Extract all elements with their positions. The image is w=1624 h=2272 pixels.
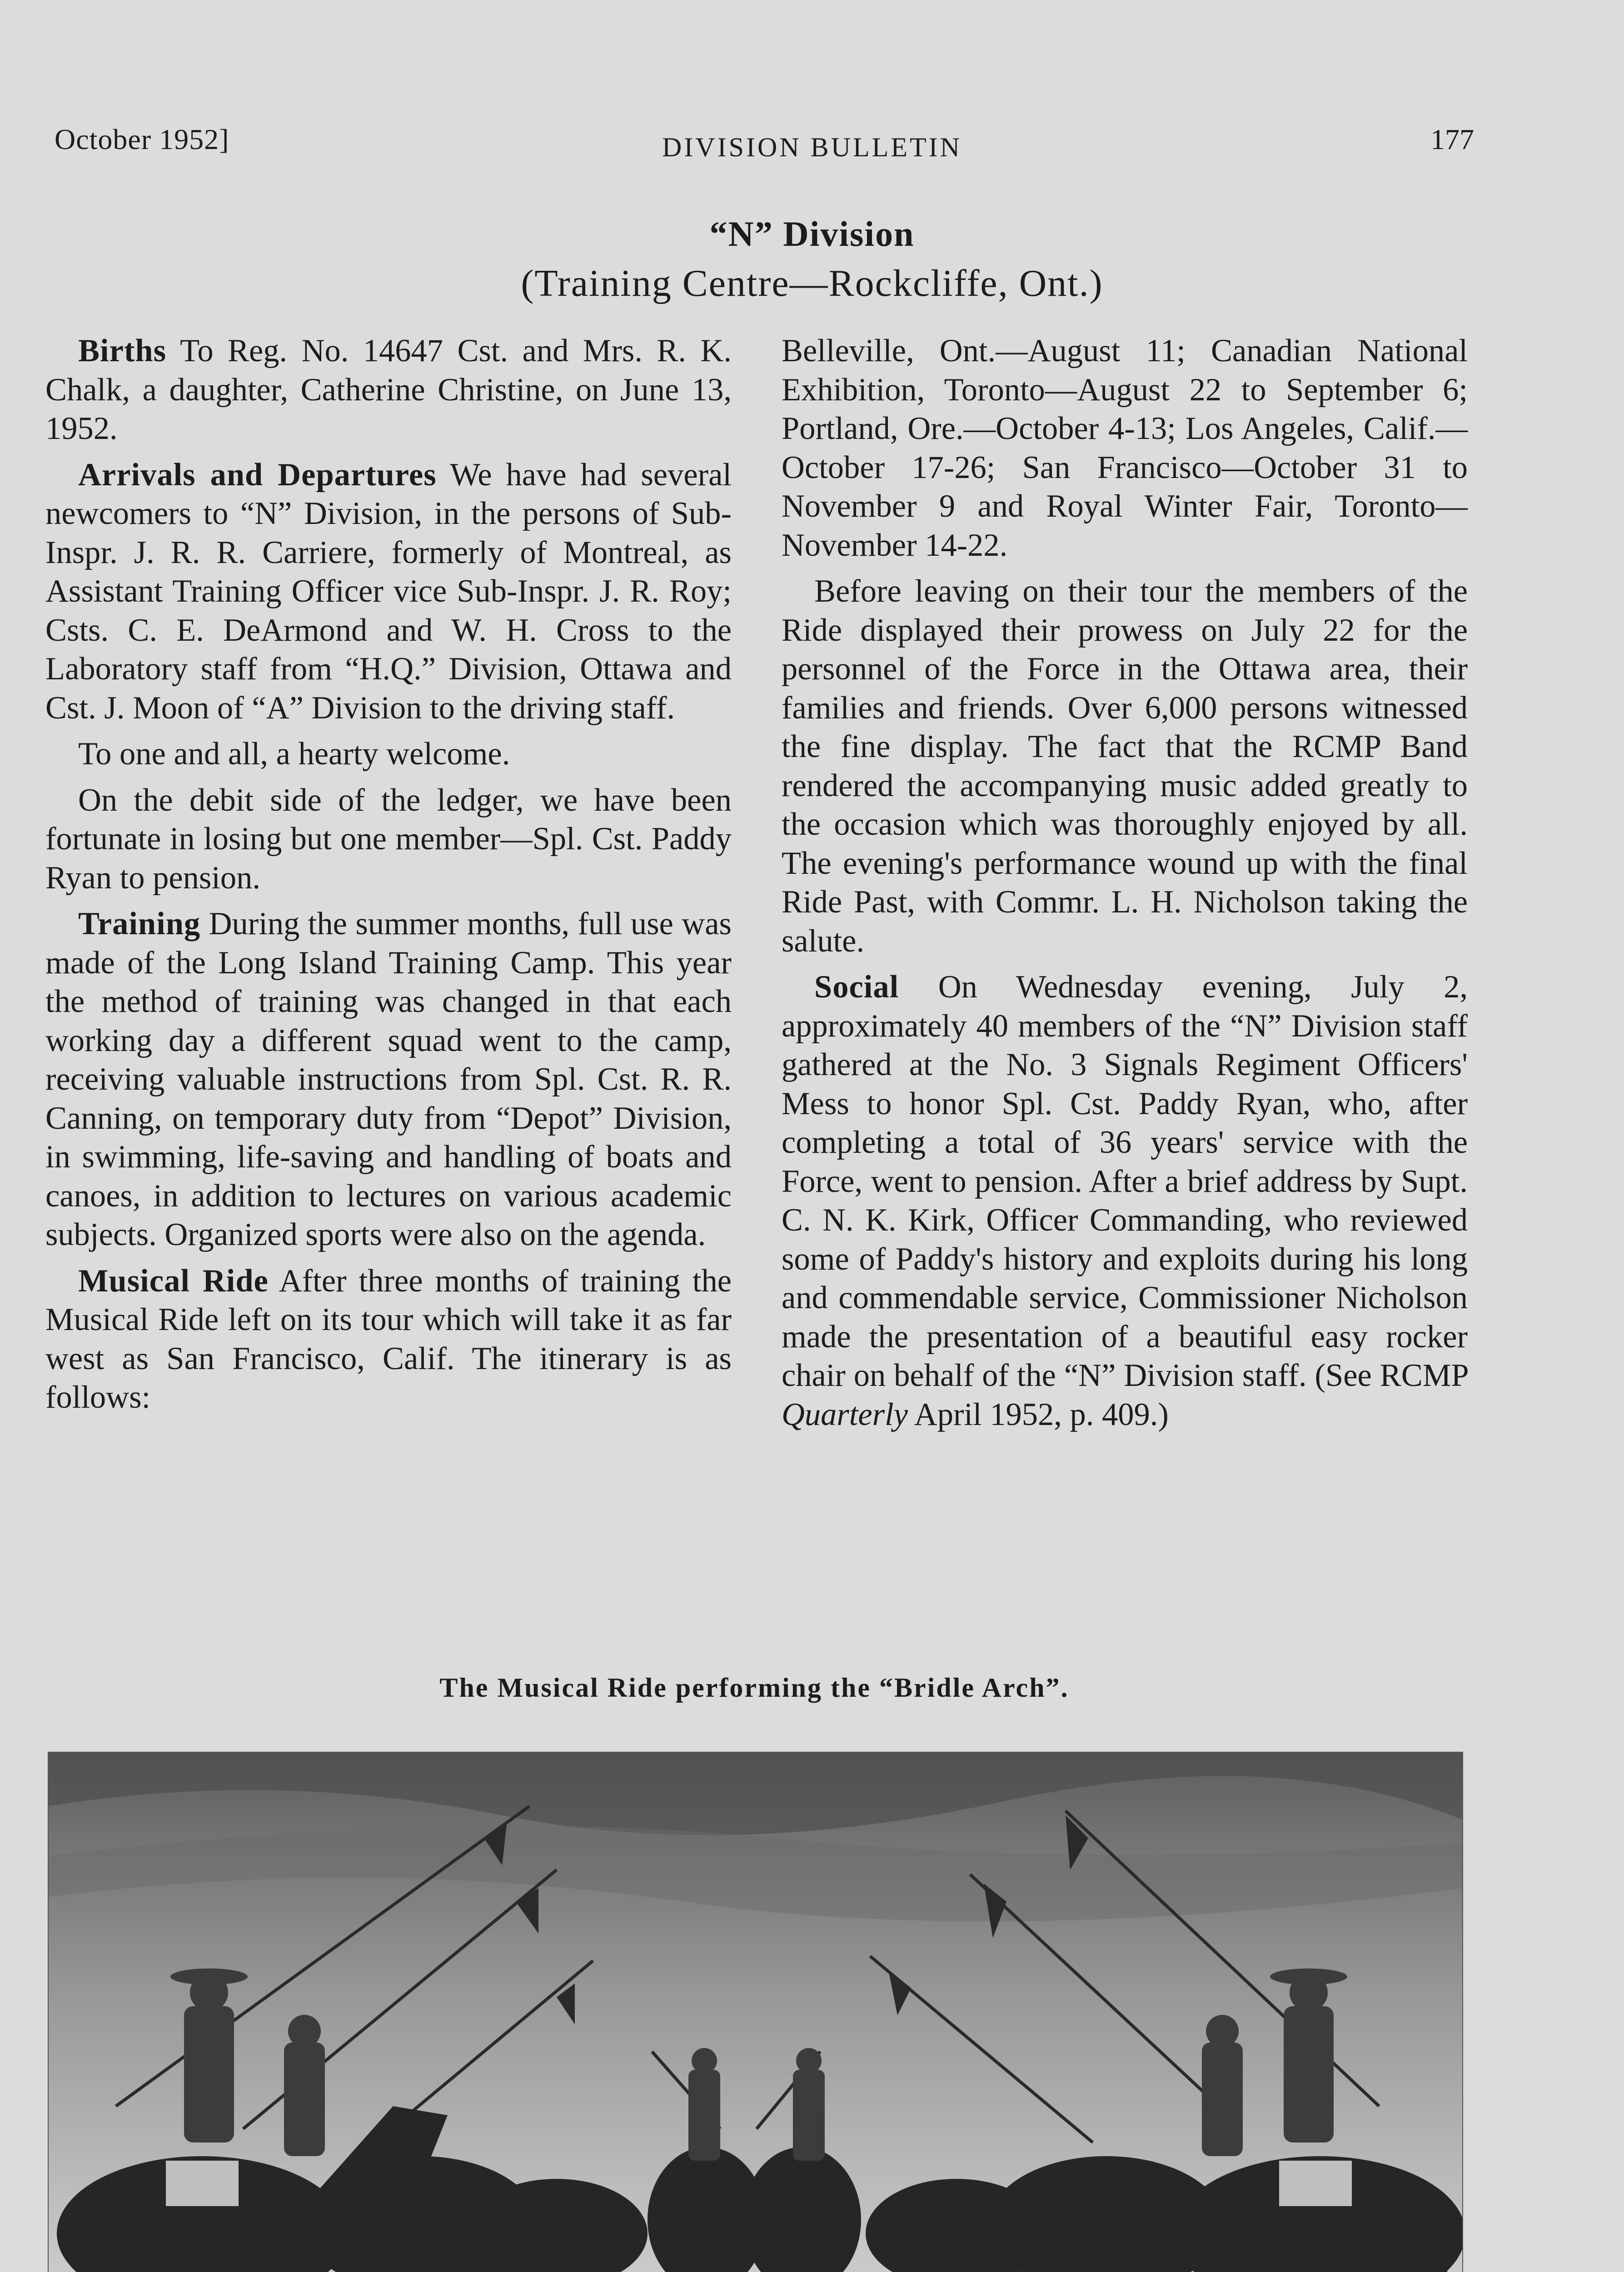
issue-date: October 1952] [55, 123, 229, 155]
itinerary-paragraph: Belleville, Ont.—August 11; Canadian National Exhibition, Toronto—August 22 to September 6; Portland, Ore.—October 4-13; Los Angeles, Calif.—October 17-26; San Francisco—October 31 to November 9 and Royal Winter Fair, Toronto—November 14-22. [782, 333, 1468, 563]
births-paragraph [45, 332, 732, 448]
social-paragraph [782, 968, 1468, 1434]
page-number: 177 [1430, 123, 1474, 155]
training-paragraph [45, 905, 732, 1255]
musical-ride-text: After three months of training the Musical Ride left on its tour which will take it as far west as San Francisco, Calif. The itinerary is as follows: [45, 1263, 732, 1415]
arrivals-heading: Arrivals and Departures [78, 457, 437, 493]
musical-ride-heading: Musical Ride [78, 1263, 269, 1299]
training-text: During the summer months, full use was made of the Long Island Training Camp. This year the method of training was changed in that each working day a different squad went to the camp, receiving valuable instructions from Spl. Cst. R. R. Canning, on temporary duty from “Depot” Division, in swimming, life-saving and handling of boats and canoes, in addition to lectures on various academic subjects. Organized sports were also on the agenda. [45, 906, 732, 1252]
social-text: On Wednesday evening, July 2, approximately 40 members of the “N” Division staff gathered at the No. 3 Signals Regiment Officers' Mess to honor Spl. Cst. Paddy Ryan, who, after completing a total of 36 years' service with the Force, went to pension. After a brief address by Supt. C. N. K. Kirk, Officer Commanding, who reviewed some of Paddy's history and exploits during his long and commendable service, Commissioner Nicholson made the presentation of a beautiful easy rocker chair on behalf of the “N” Division staff. (See RCMP [782, 969, 1468, 1393]
section-title: “N” Division [709, 214, 915, 254]
social-heading: Social [814, 969, 899, 1005]
arrivals-paragraph [45, 456, 732, 728]
musical-ride-paragraph [45, 1262, 732, 1417]
publication-title: DIVISION BULLETIN [662, 132, 962, 162]
quarterly-title: Quarterly [782, 1396, 908, 1432]
arrivals-text: We have had several newcomers to “N” Division, in the persons of Sub-Inspr. J. R. R. Carriere, formerly of Montreal, as Assistant Training Officer vice Sub-Inspr. J. R. Roy; Csts. C. E. DeArmond and W. H. Cross to the Laboratory staff from “H.Q.” Division, Ottawa and Cst. J. Moon of “A” Division to the driving staff. [45, 457, 732, 726]
photo-illustration [48, 1752, 1463, 2272]
left-column [45, 332, 732, 1425]
photo-caption: The Musical Ride performing the “Bridle Arch”. [439, 1673, 1069, 1703]
before-leaving-paragraph: Before leaving on their tour the members of the Ride displayed their prowess on July 22 for the personnel of the Force in the Ottawa area, their families and friends. Over 6,000 persons witnessed the fine display. The fact that the RCMP Band rendered the accompanying music added greatly to the occasion which was thoroughly enjoyed by all. The evening's performance wound up with the final Ride Past, with Commr. L. H. Nicholson taking the salute. [782, 573, 1468, 959]
social-tail: April 1952, p. 409.) [908, 1396, 1169, 1432]
training-heading: Training [78, 906, 201, 942]
running-head [0, 123, 1624, 164]
welcome-paragraph: To one and all, a hearty welcome. [78, 736, 510, 772]
births-heading: Births [78, 333, 167, 369]
musical-ride-photo [48, 1752, 1463, 2272]
right-column [782, 332, 1468, 1441]
debit-paragraph: On the debit side of the ledger, we have been fortunate in losing but one member—Spl. Cst. Paddy Ryan to pension. [45, 782, 732, 896]
births-text: To Reg. No. 14647 Cst. and Mrs. R. K. Chalk, a daughter, Catherine Christine, on June 13, 1952. [45, 333, 732, 446]
section-subtitle: (Training Centre—Rockcliffe, Ont.) [521, 262, 1103, 304]
